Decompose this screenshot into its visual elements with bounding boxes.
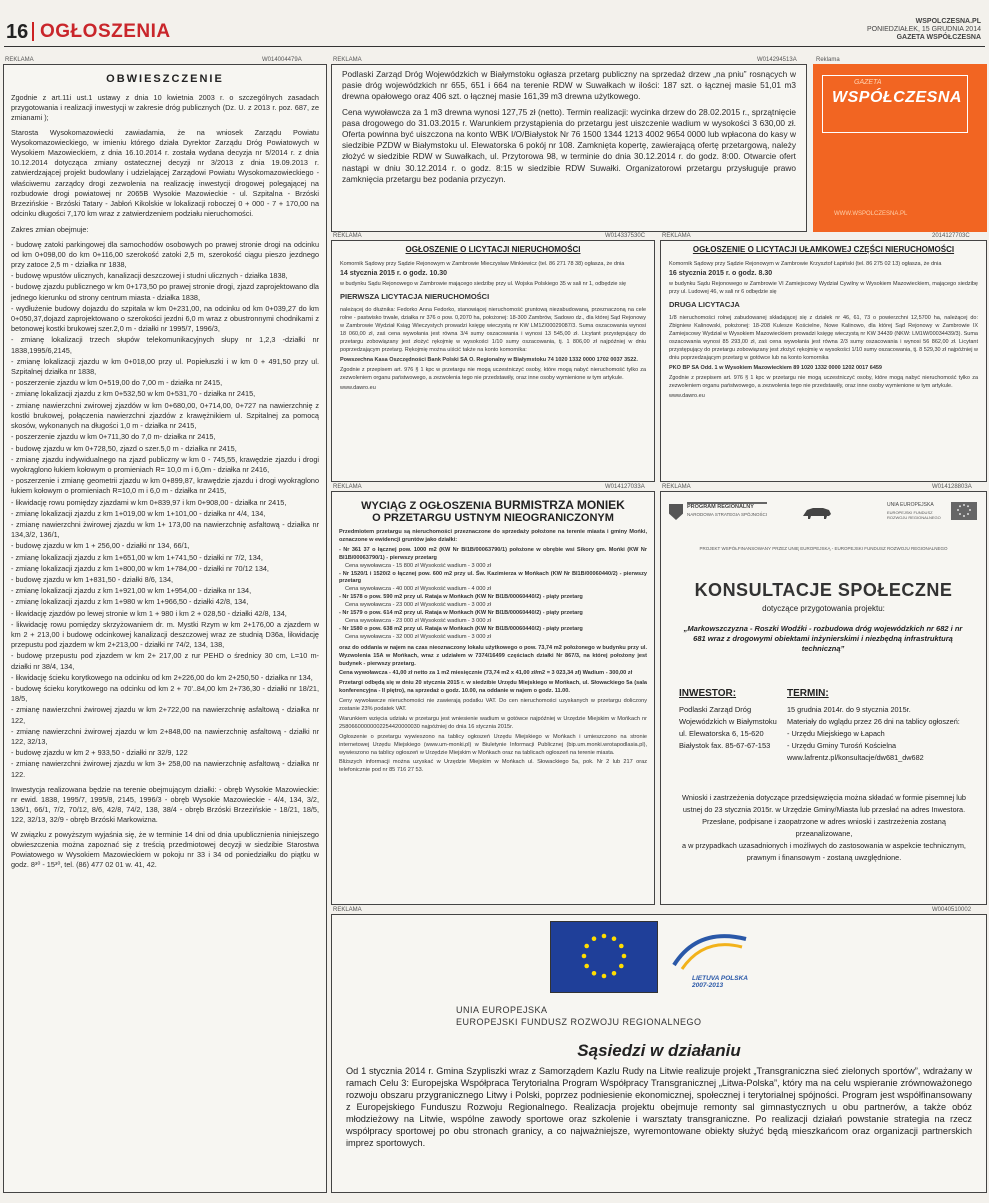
obw-list-item: - zmianę lokalizacji zjazdu z km 1+800,00 w km 1+784,00 - działki nr 70/12 134, xyxy=(11,563,269,573)
moniek-paragraph: Ceny wywoławcze nieruchomości nie zawierają podatku VAT. Do cen nieruchomości uzyskanych w przetargu doliczony zostanie 23% podatek VAT. xyxy=(339,698,647,713)
moniek-lot-item: Cena wywoławcza - 23 000 zł Wysokość wadium - 3 000 zł xyxy=(345,602,492,609)
konsultacje-ad xyxy=(660,491,987,905)
ad-label: REKLAMA xyxy=(333,233,362,239)
przetarg-drzewa-ad xyxy=(331,64,807,232)
obw-list-item: - budowę zjazdu w km 1 + 256,00 - działki nr 134, 66/1, xyxy=(11,541,190,551)
ad-label: REKLAMA xyxy=(662,484,691,490)
ad-label: Reklama xyxy=(816,57,840,63)
licytacja-ad-2 xyxy=(660,240,987,482)
termin-office: - Urzędu Miejskiego w Łapach xyxy=(787,729,885,738)
obw-list-item: - zmianę nawierzchni żwirowej zjazdu w km 1+ 173,00 na nawierzchnię asfaltową - działka nr 134,3/2, 136/1, xyxy=(11,519,319,540)
moniek-title-b: BURMISTRZA MONIEK xyxy=(494,498,625,512)
konsultacje-project: „Markowszczyzna - Roszki Wodźki - rozbudowa dróg wojewódzkich nr 682 i nr 681 wraz z drogowymi obiektami inżynierskimi i niezbędną infrastrukturą techniczną” xyxy=(683,624,963,653)
ad-id: W0040510002 xyxy=(932,907,972,913)
ad-id: W014004479A xyxy=(262,57,302,63)
moniek-lot-item: Cena wywoławcza - 32 000 zł Wysokość wadium - 3 000 zł xyxy=(345,633,492,640)
licytacja1-url[interactable]: www.dawro.eu xyxy=(340,385,376,391)
investor-text: Podlaski Zarząd Dróg Wojewódzkich w Białymstoku ul. Elewatorska 6, 15-620 Białystok fax. 85-67-67-153 xyxy=(679,705,777,750)
obw-list-item: - zmianę lokalizacji zjazdu z km 1+921,00 w km 1+954,00 - działka nr 134, xyxy=(11,586,252,596)
licytacja1-bank: Powszechna Kasa Oszczędności Bank Polski SA O. Regionalny w Białymstoku 74 1020 1332 0000 1702 0037 3522. xyxy=(340,357,638,363)
licytacja2-body: 1/8 nieruchomości rolnej zabudowanej składającej się z działek nr 46, 61, 73 o powierzchni 12,5700 ha, należącej do: Zbigniew Kalinowski, położonej: 18-208 Kulesze Kościelne, Nowe Kalinowo, dla której Sąd Rejonowy w Zambrowie IX Zamiejscowy Wydział w Wysokiem Mazowieckiem prowadzi księgę wieczystą nr KW 34439 (NKW: LM1W/00034439/3). Suma oszacowania wynosi 85 293,00 zł, zaś cena wywołania jest równa 2/3 sumy oszacowania i wynosi 56 862,00 zł. Licytant przystępujący do przetargu zobowiązany jest złożyć rękojmię w wysokości 1/10 sumy oszacowania, tj. 8 529,30 zł najpóźniej w dniu poprzedzającym przetarg w gotówce lub na konto komornika xyxy=(669,315,978,361)
moniek-ad xyxy=(331,491,655,905)
obw-paragraph: Zgodnie z art.11i ust.1 ustawy z dnia 10 kwietnia 2003 r. o szczególnych zasadach przygotowania i realizacji inwestycji w zakresie dróg publicznych (Dz. U. z 2013 r. poz. 687, ze zmianami ); xyxy=(11,93,319,123)
obwieszczenie-title: OBWIESZCZENIE xyxy=(106,73,224,85)
obw-list-item: - zmianę zjazdu indywidualnego na zjazd publiczny w km 0 - 745,55, krawędzie zjazdu i drogi wyokrąglono łukiem kołowym o promieniach R= 10,0 m i 6,0m - działka nr 2416, xyxy=(11,454,319,474)
logo-top: GAZETA xyxy=(854,79,882,86)
header-rule xyxy=(4,46,985,47)
licytacja2-heading: DRUGA LICYTACJA xyxy=(669,300,740,309)
obw-list-item: - zmianę nawierzchni żwirowej zjazdu w km 2+848,00 na nawierzchnię asfaltową - działki nr 122, 32/13, xyxy=(11,726,319,746)
moniek-paragraph: Ogłoszenie o przetargu wywieszono na tablicy ogłoszeń Urzędu Miejskiego w Mońkach i umieszczono na stronie internetowej Urzędu Miejskiego (www.um-monki.pl) w Biuletynie Informacji Publicznej (bip.um.monki.wrotapodlasia.pl), wywieszono na tablicy ogłoszeń w Urzędzie Miejskim w Mońkach oraz na tablicach ogłoszeń na terenie miasta. xyxy=(339,733,647,756)
obwieszczenie-ad xyxy=(3,64,327,1193)
obw-list-item: - likwidację rowu pomiędzy skrzyżowaniem dr. m. Mystki Rzym w km 2+176,00 a zjazdem w km 2 + 213,00 i budowę odcinkowej kanalizacji deszczowej wraz ze studnią D36a, likwidację przepustu pod zjazdem w km 2+213,00 - działki nr 74/2, 134, 138, xyxy=(11,619,319,650)
moniek-intro: Przedmiotem przetargu są nieruchomości przeznaczone do sprzedaży położone na terenie miasta i gminy Mońki, oznaczone w ewidencji gruntów jako działki: xyxy=(339,529,647,543)
moniek-lot-item: - Nr 1520/1 i 1520/2 o łącznej pow. 600 m2 przy ul. Św. Kazimierza w Mońkach (KW Nr BI1B/00060440/2) - pierwszy przetarg xyxy=(339,570,647,585)
licytacja-ad-1 xyxy=(331,240,655,482)
obw-list-item: - budowę zjazdu publicznego w km 0+173,50 po prawej stronie drogi, zjazd zaprojektowano dla jednego kierunku od strony centrum miasta - działka 1838, xyxy=(11,282,319,302)
obw-paragraph: Inwestycja realizowana będzie na terenie obejmującym działki: - obręb Wysokie Mazowieckie: nr ewid. 1838, 1995/7, 1995/8, 2145, 1996/3 - obręb Wysokie Mazowieckie - 4/4, 134, 3/2, 136/1, 66/1, 7/2, 70/12, 8/6, 42/8, 74/2, 138, 38/4 - obręb Brzóski Brzezińskie - 18/21, 18/5, 122, 32/13, 32/9 - obręb Brzóski Markowizna. xyxy=(11,784,319,825)
obw-list-item: - budowę wpustów ulicznych, kanalizacji deszczowej i studni ulicznych - działka 1838, xyxy=(11,271,288,281)
page-number: 16 xyxy=(6,21,29,43)
sasiedzi-title: Sąsiedzi w działaniu xyxy=(577,1041,741,1060)
moniek-title-a: WYCIĄG Z OGŁOSZENIA xyxy=(361,500,492,512)
konsultacje-foot-2: a w przypadkach uzasadnionych i możliwych do zastosowania w aspekcie technicznym, prawnym i finansowym - zostaną uwzględnione. xyxy=(682,841,966,862)
licytacja2-foot: Zgodnie z przepisem art. 976 § 1 kpc w przetargu nie mogą uczestniczyć osoby, które mogą nabyć nieruchomość tylko za zezwoleniem organu państwowego, a zezwolenia tego nie przedstawiły, oraz inne osoby wymienione w tym artykule. xyxy=(669,375,978,389)
drzewa-paragraph: Cena wywoławcza za 1 m3 drewna wynosi 127,75 zł (netto). Termin realizacji: wycinka drzew do 28.02.2015 r., sprzątnięcie pasa drogowego do 31.03.2015 r. Warunkiem przystąpienia do przetargu jest uiszczenie wadium w wysokości 3 630,00 zł. Oferta powinna być uiszczona na konto WBK I/O/Białystok Nr 76 1500 1344 1213 4002 9654 0000 lub wpłacona do kasy w siedzibie PZDW w Białymstoku ul. Elewatorska 6 pokój nr 108. Zamknięta kopertę, zawierającą ofertę przetargową, należy złożyć w siedzibie RDW w Suwałkach, ul. Przytorowa 98, w terminie do dnia 30.12.2014 r. do godz. 8:00. Otwarcie ofert nastąpi w dniu 30.12.2014 r. o godz. 8:15 w siedzibie RDW Suwałki. Organizatorowi przetargu przysługuje prawo zamknięcia przetargu bez podania przyczyn. xyxy=(342,106,796,184)
site-url[interactable]: WSPOLCZESNA.PL xyxy=(915,18,981,25)
sasiedzi-body: Od 1 stycznia 2014 r. Gmina Szypliszki wraz z Samorządem Kazlu Rudy na Litwie realizuje projekt „Transgraniczna sieć zielonych sportów”, wdrażany w ramach Celu 3: Europejska Współpraca Terytorialna Program Współpracy Transgranicznej „Litwa-Polska”, który ma na celu wspieranie zrównoważonego rozwoju obszaru przygranicznego Litwy i Polski, poprzez podniesienie ekonomicznej, społecznej i terytorialnej spójności. Program jest współfinansowany z Europejskiego Funduszu Rozwoju Regionalnego. Realizacja projektu obejmuje remonty sal gimnastycznych u obu partnerów, a także obóz młodzieżowy na Litwie, wspólne zawody sportowe oraz szkolenie i warsztaty transgraniczne. Po realizacji działań powstanie strategia na rzecz współpracy sportowej po obu stronach granicy, a co najważniejsze, wyremontowane obiekty służyć będą mieszkańcom oraz organizacji partnerskich imprez sportowych. xyxy=(346,1066,972,1148)
licytacja2-url[interactable]: www.dawro.eu xyxy=(669,393,705,399)
gazeta-logo-ad[interactable] xyxy=(813,64,987,232)
termin-dates: 15 grudnia 2014r. do 9 stycznia 2015r. xyxy=(787,705,911,714)
header-divider xyxy=(32,22,34,41)
konsultacje-foot xyxy=(679,792,969,864)
ad-id: W014127033A xyxy=(605,484,645,490)
licytacja1-place: w budynku Sądu Rejonowego w Zambrowie mającego siedzibę przy ul. Wojska Polskiego 35 w sali nr 1, odbędzie się xyxy=(340,281,627,287)
ad-id: W014337530C xyxy=(605,233,646,239)
konsultacje-foot-1: Wnioski i zastrzeżenia dotyczące przedsięwzięcia można składać w formie pisemnej lub ustnej do 23 stycznia 2015r. w Urzędzie Gminy/Miasta lub przesłać na adres Inwestora. Przesłane, podpisane i zaopatrzone w adres wnioski i zastrzeżenia zostaną przeanalizowane, xyxy=(682,793,966,838)
ad-label: REKLAMA xyxy=(333,484,362,490)
konsultacje-title: KONSULTACJE SPOŁECZNE xyxy=(694,580,953,600)
moniek-lot-item: - Nr 1578 o pow. 590 m2 przy ul. Rataja w Mońkach (KW Nr BI1B/00060440/2) - piąty przetarg xyxy=(339,594,583,601)
program-regionalny-icon xyxy=(669,504,683,520)
obw-list-item: - poszerzenie zjazdu w km 0+711,30 do 7,0 m- działka nr 2415, xyxy=(11,432,216,442)
ad-id: W014294513A xyxy=(757,57,797,63)
licytacja1-body: należącej do dłużnika: Fedorko Anna Fedorko, stanowiącej nieruchomość gruntową niezabudowaną, przeznaczoną na cele rolne - pastwisko trwałe, działka nr 376 o pow. 0,2070 ha, położonej: 18-300 Zambrów, Sadowo dz., dla której Sąd Rejonowy w Zambrowie Wydział Ksiąg Wieczystych prowadzi księgę wieczystą nr KW LM1Z/00029087/3. Suma oszacowania wynosi 18 060,00 zł, zaś cena wywołania jest równa 3/4 sumy oszacowania i wynosi 13 545,00 zł. Licytant przystępujący do przetargu zobowiązany jest złożyć rękojmię w wysokości 1/10 sumy oszacowania, tj. 1 806,00 zł najpóźniej w dniu poprzedzającym przetarg. Rękojmię można uiścić także na konto komornika: xyxy=(340,307,646,353)
moniek-paragraph: Przetargi odbędą się w dniu 20 stycznia 2015 r. w siedzibie Urzędu Miejskiego w Mońkach, ul. Słowackiego 5a (sala konferencyjna - II piętro), na sprzedaż o godz. 10.00, na oddanie w najem o godz. 11.00. xyxy=(339,680,647,695)
obw-list-item: - zmianę lokalizacji zjazdu w km 0+018,00 przy ul. Popiełuszki i w km 0 + 491,50 przy ul. Szpitalnej działka nr 1838, xyxy=(11,356,319,377)
obwieszczenie-body xyxy=(4,93,326,870)
sasiedzi-ad xyxy=(331,914,987,1193)
obw-list-item: - budowę przepustu pod zjazdem w km 2+ 217,00 z rur PEHD o średnicy 30 cm, L=10 m- działki nr 38/4, 134, xyxy=(11,651,319,671)
program-label: PROGRAM REGIONALNY xyxy=(687,502,767,510)
obw-list-item: - zmianę nawierzchni żwirowej zjazdu w km 2+722,00 na nawierzchnię asfaltową - działka nr 122, xyxy=(11,705,319,725)
eu-flag-icon xyxy=(951,502,977,520)
logo-url[interactable]: WWW.WSPOLCZESNA.PL xyxy=(834,211,908,217)
licytacja2-date: 16 stycznia 2015 r. o godz. 8.30 xyxy=(669,270,773,277)
eu-label: UNIA EUROPEJSKA xyxy=(456,1005,548,1015)
obw-list-item: - budowę ścieku korytkowego na odcinku od km 2 + 70'..84,00 km 2+736,30 - działki nr 18/21, 18/5, xyxy=(11,683,319,704)
licytacja2-place: w budynku Sądu Rejonowego w Zambrowie VI Zamiejscowy Wydział Cywilny w Wysokiem Mazowieckiem, mającego siedzibę przy ul. Ludowej 46, w sali nr 6 odbędzie się xyxy=(669,281,978,295)
eu-sub: EUROPEJSKI FUNDUSZ ROZWOJU REGIONALNEGO xyxy=(887,510,941,520)
obw-list-item: - budowę zjazdu w km 0+728,50, zjazd o szer.5,0 m - działka nr 2415, xyxy=(11,443,237,453)
licytacja1-date: 14 stycznia 2015 r. o godz. 10.30 xyxy=(340,270,447,277)
eu-label: UNIA EUROPEJSKA xyxy=(887,502,934,508)
investor-heading: INWESTOR: xyxy=(679,688,737,699)
licytacja1-heading: PIERWSZA LICYTACJA NIERUCHOMOŚCI xyxy=(340,292,490,301)
ad-label: REKLAMA xyxy=(333,57,362,63)
moniek-lot-item: Cena wywoławcza - 15 800 zł Wysokość wadium - 3 000 zł xyxy=(345,562,492,569)
moniek-paragraph: Warunkiem wzięcia udziału w przetargu jest wniesienie wadium w gotówce najpóźniej w Urzędzie Miejskim w Mońkach nr 25806600000002254420000030 najpóźniej do dnia 16 stycznia 2015r. xyxy=(339,715,647,730)
obw-list-item: - budowę zatoki parkingowej dla samochodów osobowych po prawej stronie drogi na odcinku od km 0+098,00 do km 0+116,00 szerokość zatoki 2,5 m, szerokość ciągu pieszo jezdnego przy zatoce 2,5 m - działka nr 1838, xyxy=(11,239,319,270)
obw-list-item: - likwidację rowu pomiędzy zjazdami w km 0+839,97 i km 0+908,00 - działka nr 2415, xyxy=(11,497,287,507)
moniek-lot-item: - Nr 361 37 o łącznej pow. 1000 m2 (KW Nr BI1B/00063790/1) położone w obrębie wsi Sikory gm. Mońki (KW Nr BI1B/00063790/1) - pierwszy przetarg xyxy=(339,546,647,561)
obw-list-item: - zmianę lokalizacji zjazdu z km 0+532,50 w km 0+531,70 - działka nr 2415, xyxy=(11,389,256,399)
moniek-lot-item: Cena wywoławcza - 23 000 zł Wysokość wadium - 3 000 zł xyxy=(345,617,492,624)
moniek-lot-item: Cena wywoławcza - 40 000 zł Wysokość wadium - 4 000 zł xyxy=(345,586,492,593)
ad-id: 2014127703C xyxy=(932,233,970,239)
obw-list-item: - zmianę lokalizacji zjazdu z km 1+651,00 w km 1+741,50 - działki nr 7/2, 134, xyxy=(11,552,263,562)
ad-id: W014128803A xyxy=(932,484,972,490)
obw-list-item: - likwidację ścieku korytkowego na odcinku od km 2+226,00 do km 2+250,50 - działka nr 134, xyxy=(11,672,313,682)
moniek-lots-list xyxy=(339,547,647,642)
termin-office: - Urzędu Gminy Turośń Kościelna xyxy=(787,741,897,750)
lietuva-polska-label: LIETUVA POLSKA 2007-2013 xyxy=(692,975,748,989)
obw-list-item: - zmianę nawierzchni żwirowej zjazdu w km 3+ 258,00 na nawierzchnię asfaltową - działka nr 122. xyxy=(11,759,319,779)
licytacja2-title: OGŁOSZENIE O LICYTACJI UŁAMKOWEJ CZĘŚCI NIERUCHOMOŚCI xyxy=(692,245,955,254)
section-title: OGŁOSZENIA xyxy=(40,21,171,42)
obw-list-item: - zmianę nawierzchni zwirowej zjazdów w km 0+680,00, 0+714,00, 0+727 na nawierzchnię z kostki brukowej, połączenia nawierzchni zjazdów z krawężnikiem ul. Szpitalnej za pomocą skosów, wykonanych na długości 1,0 m - działka nr 2415, xyxy=(11,400,319,431)
ad-label: REKLAMA xyxy=(5,57,34,63)
obw-items-list xyxy=(11,240,319,780)
moniek-lot-item: - Nr 1580 o pow. 638 m2 przy ul. Rataja w Mońkach (KW Nr BI1B/00060440/2) - piąty przetarg xyxy=(339,625,583,632)
moniek-title xyxy=(332,498,654,512)
termin-link[interactable]: www.lafrentz.pl/konsultacje/dw681_dw682 xyxy=(787,753,924,762)
licytacja2-bank: PKO BP SA Odd. 1 w Wysokiem Mazowieckiem 89 1020 1332 0000 1202 0017 6459 xyxy=(669,365,882,371)
konsultacje-sub: dotyczące przygotowania projektu: xyxy=(762,604,885,613)
moniek-paragraph: Bliższych informacji można uzyskać w Urzędzie Miejskim w Mońkach ul. Słowackiego 5a, pok. Nr 2 lub 217 oraz telefonicznie pod nr 85 716 27 53. xyxy=(339,759,647,774)
licytacja1-intro: Komornik Sądowy przy Sądzie Rejonowym w Zambrowie Mieczysław Minkiewicz (tel. 86 271 78 38) ogłasza, że dnia xyxy=(340,261,625,267)
drzewa-paragraph: Podlaski Zarząd Dróg Wojewódzkich w Białymstoku ogłasza przetarg publiczny na sprzedaż drzew „na pniu” rosnących w pasie dróg wojewódzkich nr 655, 651 i 664 na terenie RDW w Suwałkach w ilości: 187 szt. o łącznej masie 51,01 m3 drewna opałowego oraz 406 szt. o łącznej masie 161,39 m3 drewna użytkowego. xyxy=(342,69,796,102)
obw-list-item: - zmianę lokalizacji zjazdu z km 1+019,00 w km 1+101,00 - działka nr 4/4, 134, xyxy=(11,508,266,518)
program-sub: NARODOWA STRATEGIA SPÓJNOŚCI xyxy=(687,512,768,517)
moniek-title-c: O PRZETARGU USTNYM NIEOGRANICZONYM xyxy=(372,512,614,524)
obw-list-item: - zmianę lokalizacji trzech słupów telekomunikacyjnych słupy nr 1,2,3 -działki nr 1838,1995/6,2145, xyxy=(11,335,319,355)
termin-info: Materiały do wglądu przez 26 dni na tablicy ogłoszeń: xyxy=(787,717,960,726)
eu-flag-icon xyxy=(550,921,658,993)
paper-name: GAZETA WSPÓŁCZESNA xyxy=(896,34,981,41)
obw-list-item: - likwidację zjazdów po lewej stronie w km 1 + 980 i km 2 + 028,50 - działki 42/8, 134, xyxy=(11,608,287,618)
termin-heading: TERMIN: xyxy=(787,688,829,699)
obw-list-item: - budowę zjazdu w km 2 + 933,50 - działki nr 32/9, 122 xyxy=(11,748,188,758)
eu-fund-label: EUROPEJSKI FUNDUSZ ROZWOJU REGIONALNEGO xyxy=(456,1017,702,1027)
masthead-info xyxy=(867,18,981,42)
obw-list-item: - poszerzenie i zmianę geometrii zjazdu w km 0+899,87, krawędzie zjazdu i drogi wyokrąglono łukiem kołowym o promieniach R=10,0 m i 6,0 m - działka nr 2415, xyxy=(11,476,319,496)
licytacja1-title: OGŁOSZENIE O LICYTACJI NIERUCHOMOŚCI xyxy=(405,245,581,254)
obw-list-item: - wydłużenie budowy dojazdu do szpitala w km 0+231,00, na odcinku od km 0+039,27 do km 0+050,37,dojazd zaprojektowano o szerokości jezdni 6,0 m wraz z obustronnymi chodnikami z betonowej kostki brukowej szer.2,0 m - działki nr 1995/7, 1996/3, xyxy=(11,303,319,334)
licytacja1-foot: Zgodnie z przepisem art. 976 § 1 kpc w przetargu nie mogą uczestniczyć osoby, które mogą nabyć nieruchomość tylko za zezwoleniem organu państwowego, a zezwolenia tego nie przedstawiły, oraz inne osoby wymienione w tym artykule. xyxy=(340,367,646,381)
obw-list-item: - poszerzenie zjazdu w km 0+519,00 do 7,00 m - działka nr 2415, xyxy=(11,378,223,388)
obw-paragraph: W związku z powyższym wyjaśnia się, że w terminie 14 dni od dnia upublicznienia niniejszego obwieszczenia można zapoznać się z treścią przedmiotowej decyzji w siedzibie Starostwa Powiatowego w Wysokiem Mazowieckiem w pokoju nr 33 i 34 od poniedziałku do piątku w godz. 8³⁰ - 15³⁰, tel. (86) 477 02 01 w. 41, 42. xyxy=(11,829,319,870)
termin-block xyxy=(787,704,977,764)
logo-brand: WSPÓŁCZESNA xyxy=(832,89,962,106)
podlaskie-bison-icon xyxy=(801,504,835,520)
moniek-lot-item: - Nr 1579 o pow. 614 m2 przy ul. Rataja w Mońkach (KW Nr BI1B/00060440/2) - piąty przetarg xyxy=(339,610,583,617)
issue-date: PONIEDZIAŁEK, 15 GRUDNIA 2014 xyxy=(867,26,981,33)
obw-list-item: - budowę zjazdu w km 1+831,50 - działki 8/6, 134, xyxy=(11,574,174,584)
moniek-paragraph: Cena wywoławcza - 41,00 zł netto za 1 m2 miesięcznie (73,74 m2 x 41,00 zł/m2 = 3 023,34 zł) Wadium - 300,00 zł xyxy=(339,670,633,677)
obw-list-item: - zmianę lokalizacji zjazdu z km 1+980 w km 1+966,50 - działki 42/8, 134, xyxy=(11,597,249,607)
obw-paragraph: Starosta Wysokomazowiecki zawiadamia, że na wniosek Zarządu Powiatu Wysokomazowieckiego, w imieniu którego działa Dyrektor Zarządu Dróg Powiatowych w Wysokiem Mazowieckiem, z dnia 16.10.2014 r. została wydana decyzja nr 5/2014 r. z dnia 10.12.2014 dotycząca zmiany ostatecznej decyzji nr 3/2013 z dnia 19.09.2013 r. zatwierdzającej projekt budowlany i udzielającej Zarządowi Powiatu Wysokomazowieckiego - właściwemu zarządcy drogi zezwolenia na realizację inwestycji drogowej polegającej na rozbudowie drogi powiatowej nr 2065B Wysokie Mazowieckie - ul. Szpitalna - Brzóski Brzezińskie - Brzóski Tatary - Jabłoń Kikolskie w lokalizacji roboczej 0 + 000 - 7 + 170,00 na odcinku długości 7,170 km wraz z zatwierdzeniem podziału nieruchomości. xyxy=(11,127,319,219)
ad-label: REKLAMA xyxy=(333,907,362,913)
moniek-paragraph: oraz do oddania w najem na czas nieoznaczony lokalu użytkowego o pow. 73,74 m2 położonego w budynku przy ul. Wyzwolenia 15A w Mońkach, wraz z udziałem w 7374/16499 częściach działki Nr 867/3, na której położony jest budynek - pierwszy przetarg. xyxy=(339,644,647,667)
cofinancing-note: PROJEKT WSPÓŁFINANSOWANY PRZEZ UNIĘ EUROPEJSKĄ - EUROPEJSKI FUNDUSZ ROZWOJU REGIONALNEGO xyxy=(699,546,948,551)
obw-zakres: Zakres zmian obejmuje: xyxy=(11,225,89,235)
ad-label: REKLAMA xyxy=(662,233,691,239)
licytacja2-intro: Komornik Sądowy przy Sądzie Rejonowym w Zambrowie Krzysztof Łapiński (tel. 86 275 02 13) ogłasza, że dnia xyxy=(669,261,942,267)
